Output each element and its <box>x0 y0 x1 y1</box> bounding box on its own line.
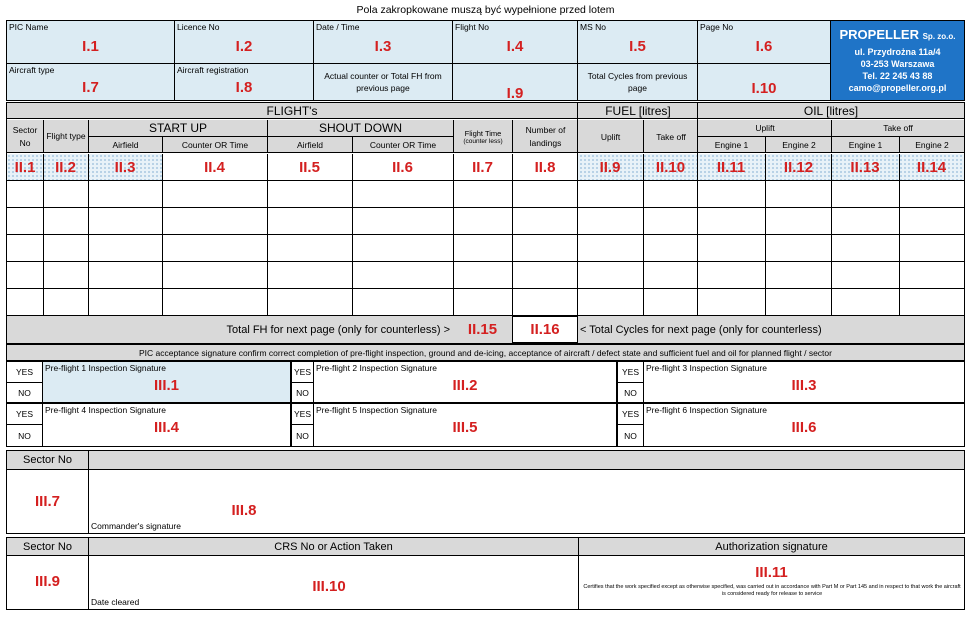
no-box-3[interactable]: NO <box>617 382 644 403</box>
col-fuel-takeoff: Take off <box>643 120 698 153</box>
inspection-5[interactable] <box>313 403 617 447</box>
total-cycles-next-label: < Total Cycles for next page (only for counterless) <box>580 323 822 336</box>
total-fh-code: II.15 <box>467 321 498 338</box>
sector2-number-cell[interactable] <box>6 555 89 610</box>
col-flight-time-label: Flight Time <box>464 128 502 138</box>
col-oil-uplift-eng1: Engine 1 <box>697 137 765 153</box>
col-fuel-uplift: Uplift <box>577 120 643 153</box>
date-time-field[interactable] <box>313 20 453 64</box>
sector1-header: Sector No <box>6 450 89 470</box>
code-ii-5: II.5 <box>267 154 352 180</box>
aircraft-type-code: I.7 <box>82 78 99 96</box>
col-flight-time-sub: (counter less) <box>463 137 503 145</box>
inspection-2[interactable] <box>313 361 617 403</box>
col-oil-uplift-eng2: Engine 2 <box>765 137 832 153</box>
no-box-4[interactable]: NO <box>6 424 43 447</box>
flight-no-code: I.4 <box>506 37 524 55</box>
sector1-number-cell[interactable] <box>6 469 89 534</box>
col-start-airfield: Airfield <box>88 137 162 153</box>
inspection-6[interactable] <box>643 403 965 447</box>
page-no-code: I.6 <box>755 37 773 55</box>
crs-header: CRS No or Action Taken <box>88 537 579 556</box>
yes-box-3[interactable]: YES <box>617 361 644 383</box>
notice-text: Pola zakropkowane muszą być wypełnione przed lotem <box>356 4 615 16</box>
inspection-5-code: III.5 <box>452 418 478 436</box>
col-landings: Number of landings <box>512 120 578 153</box>
inspection-3-code: III.3 <box>791 376 817 394</box>
authorization-cell[interactable] <box>578 555 965 610</box>
inspection-4-code: III.4 <box>153 418 179 436</box>
flight-no-label: Flight No <box>455 22 490 32</box>
sector2-code: III.9 <box>34 572 60 590</box>
code-ii-1: II.1 <box>14 158 36 176</box>
inspection-1-label: Pre-flight 1 Inspection Signature <box>45 363 166 373</box>
col-flight-time <box>453 120 512 153</box>
sector1-header-fill <box>88 450 965 470</box>
code-ii-13: II.13 <box>850 158 880 176</box>
flights-title: FLIGHT's <box>266 104 318 118</box>
code-ii-10: II.10 <box>655 158 686 176</box>
company-city: 03-253 Warszawa <box>860 59 935 69</box>
col-oil-uplift: Uplift <box>697 120 832 137</box>
code-ii-14: II.14 <box>916 158 947 176</box>
grid-line <box>7 234 964 235</box>
acceptance-text: PIC acceptance signature confirm correct completion of pre-flight inspection, ground and de-icing, acceptance of aircraft / defect state and sufficient fuel and oil for planned flight / sector <box>6 344 965 361</box>
col-shut-counter: Counter OR Time <box>352 137 453 153</box>
total-cycles-code: I.10 <box>751 79 777 97</box>
grid-line <box>831 154 832 316</box>
commander-label: Commander's signature <box>91 521 181 531</box>
company-street: ul. Przydrożna 11a/4 <box>854 47 941 57</box>
aircraft-reg-label: Aircraft registration <box>177 65 249 75</box>
inspection-3-label: Pre-flight 3 Inspection Signature <box>646 363 767 373</box>
total-cycles-next-code[interactable]: II.16 <box>512 316 578 343</box>
col-start-up: START UP <box>88 120 267 137</box>
grid-line <box>512 154 513 316</box>
grid-line <box>7 180 964 181</box>
grid-line <box>765 154 766 316</box>
yes-box-1[interactable]: YES <box>6 361 43 383</box>
auth-header: Authorization signature <box>578 537 965 556</box>
yes-box-4[interactable]: YES <box>6 403 43 425</box>
pic-name-field[interactable] <box>6 20 175 64</box>
no-box-1[interactable]: NO <box>6 382 43 403</box>
inspection-2-label: Pre-flight 2 Inspection Signature <box>316 363 437 373</box>
aircraft-type-label: Aircraft type <box>9 65 55 75</box>
grid-line <box>577 103 578 344</box>
company-suffix: Sp. zo.o. <box>922 32 956 41</box>
grid-line <box>267 154 268 316</box>
yes-box-2[interactable]: YES <box>291 361 314 383</box>
sector2-header: Sector No <box>6 537 89 556</box>
inspection-3[interactable] <box>643 361 965 403</box>
grid-line <box>7 207 964 208</box>
date-cleared-label: Date cleared <box>91 597 140 607</box>
pic-name-label: PIC Name <box>9 22 49 32</box>
date-time-label: Date / Time <box>316 22 360 32</box>
col-shout-down: SHOUT DOWN <box>267 120 453 137</box>
grid-line <box>453 154 454 316</box>
sector1-code: III.7 <box>34 492 60 510</box>
company-logo-box <box>830 20 965 101</box>
code-ii-8: II.8 <box>512 154 578 180</box>
crs-code: III.10 <box>312 577 346 595</box>
page-no-field[interactable] <box>697 20 831 64</box>
licence-no-code: I.2 <box>235 37 253 55</box>
code-ii-4: II.4 <box>162 154 267 180</box>
grid-line <box>88 154 89 316</box>
inspection-6-code: III.6 <box>791 418 817 436</box>
code-ii-2: II.2 <box>55 158 76 176</box>
licence-no-field[interactable] <box>174 20 314 64</box>
actual-counter-code: I.9 <box>506 84 524 102</box>
code-ii-6: II.6 <box>352 154 453 180</box>
aircraft-reg-code: I.8 <box>235 78 253 96</box>
grid-line <box>697 103 698 316</box>
grid-line <box>352 154 353 316</box>
grid-line <box>162 154 163 316</box>
code-ii-12: II.12 <box>783 158 814 176</box>
page-no-label: Page No <box>700 22 734 32</box>
grid-line <box>7 288 964 289</box>
col-flight-type: Flight type <box>43 120 88 153</box>
commander-code: III.8 <box>231 501 257 519</box>
no-box-5[interactable]: NO <box>291 424 314 447</box>
pic-name-code: I.1 <box>82 37 99 55</box>
inspection-6-label: Pre-flight 6 Inspection Signature <box>646 405 767 415</box>
aircraft-type-field[interactable] <box>6 63 175 101</box>
inspection-4-label: Pre-flight 4 Inspection Signature <box>45 405 166 415</box>
code-ii-9: II.9 <box>599 158 621 176</box>
grid-line <box>899 154 900 316</box>
inspection-1-code: III.1 <box>153 376 179 394</box>
actual-counter-field[interactable] <box>452 63 578 101</box>
no-box-6[interactable]: NO <box>617 424 644 447</box>
flight-no-field[interactable] <box>452 20 578 64</box>
date-time-code: I.3 <box>374 37 392 55</box>
inspection-1[interactable] <box>42 361 291 403</box>
fuel-title: FUEL [litres] <box>577 103 698 119</box>
crs-cell[interactable] <box>88 555 579 610</box>
yes-box-5[interactable]: YES <box>291 403 314 425</box>
oil-title: OIL [litres] <box>697 103 964 119</box>
company-name-line <box>831 28 964 44</box>
code-ii-11: II.11 <box>716 158 746 176</box>
company-name: PROPELLER <box>839 27 919 42</box>
code-ii-3: II.3 <box>114 158 136 176</box>
col-oil-takeoff-eng1: Engine 1 <box>831 137 899 153</box>
total-fh-label: Total FH for next page (only for counterless) > <box>226 323 450 336</box>
col-shut-airfield: Airfield <box>267 137 352 153</box>
grid-line <box>7 261 964 262</box>
company-phone: Tel. 22 245 43 88 <box>862 71 933 81</box>
col-sector-no: Sector No <box>12 124 38 148</box>
actual-counter-label: Actual counter or Total FH from previous page <box>313 63 453 101</box>
grid-line <box>43 154 44 316</box>
code-ii-7: II.7 <box>453 154 512 180</box>
inspection-5-label: Pre-flight 5 Inspection Signature <box>316 405 437 415</box>
aircraft-reg-field[interactable] <box>174 63 314 101</box>
company-email: camo@propeller.org.pl <box>848 83 947 93</box>
col-start-counter: Counter OR Time <box>162 137 267 153</box>
ms-no-field[interactable] <box>577 20 698 64</box>
no-box-2[interactable]: NO <box>291 382 314 403</box>
total-cycles-label: Total Cycles from previous page <box>577 63 698 101</box>
inspection-4[interactable] <box>42 403 291 447</box>
total-cycles-field[interactable] <box>697 63 831 101</box>
ms-no-code: I.5 <box>629 37 646 55</box>
col-oil-takeoff-eng2: Engine 2 <box>899 137 964 153</box>
grid-line <box>643 154 644 316</box>
licence-no-label: Licence No <box>177 22 220 32</box>
col-oil-takeoff: Take off <box>831 120 964 137</box>
yes-box-6[interactable]: YES <box>617 403 644 425</box>
auth-code: III.11 <box>755 563 788 581</box>
ms-no-label: MS No <box>580 22 606 32</box>
commander-signature-cell[interactable] <box>88 469 965 534</box>
certify-text: Certifies that the work specified except as otherwise specified, was carried out in accordance with Part M or Part 145 and in respect to that work the aircraft is considered ready for release to service <box>583 584 961 597</box>
inspection-2-code: III.2 <box>452 376 478 394</box>
